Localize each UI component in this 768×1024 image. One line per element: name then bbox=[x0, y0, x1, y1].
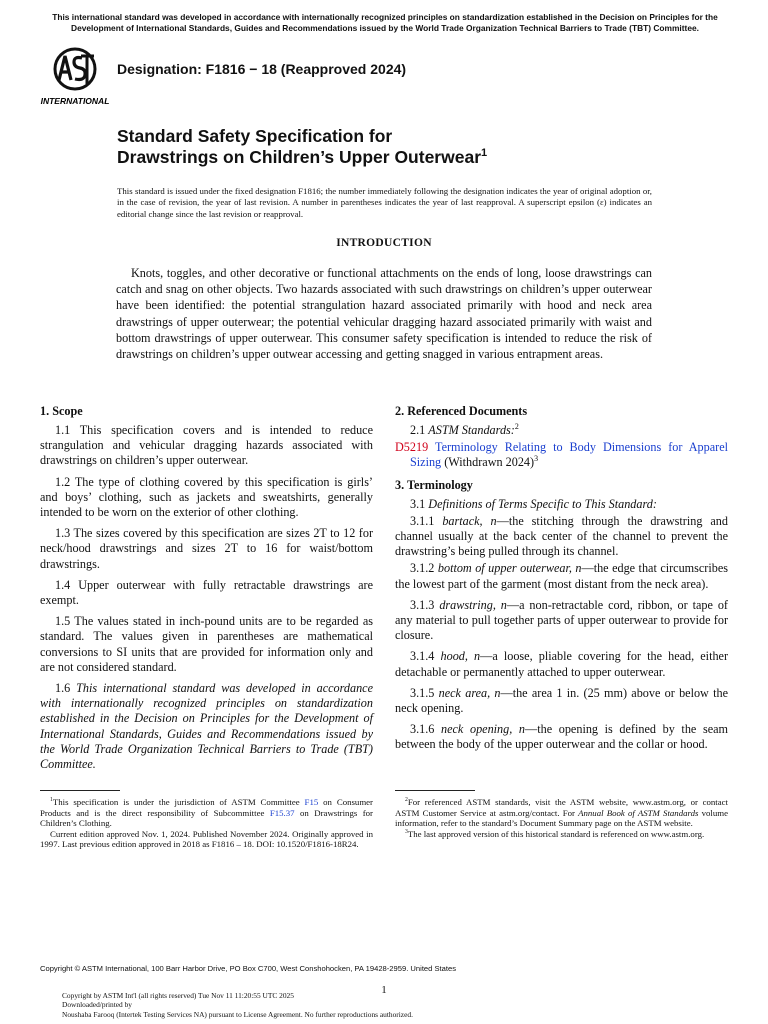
reference-status: (Withdrawn 2024) bbox=[444, 455, 535, 470]
title-footnote-mark: 1 bbox=[481, 147, 488, 160]
term-neck-area bbox=[395, 686, 728, 716]
subcommittee-f15-37-link[interactable]: F15.37 bbox=[269, 807, 295, 818]
logo-wordmark: INTERNATIONAL bbox=[40, 96, 110, 106]
international-standard-notice: This international standard was developed in accordance with internationally recognized principles on standardization established in the Decision on Principles for the Development of International Standards, Guides and Recommendations issued by the World Trade Organization Technical Barriers to Trade (TBT) Committee. bbox=[52, 12, 718, 33]
reference-code-link[interactable]: D5219 bbox=[395, 440, 429, 455]
astm-standards-label: ASTM Standards: bbox=[428, 423, 515, 437]
reference-title-link[interactable]: Terminology Relating to Body Dimensions for Apparel Sizing bbox=[410, 440, 728, 470]
footnote-3-mark: 3 bbox=[405, 828, 408, 835]
term-definition: —the opening is defined by the seam between the body of the upper outerwear and the collar or hood. bbox=[395, 722, 728, 752]
footnote-1 bbox=[40, 797, 373, 829]
scope-heading: 1. Scope bbox=[40, 404, 83, 418]
license-line-1: Copyright by ASTM Int'l (all rights reserved) Tue Nov 11 11:20:55 UTC 2025 bbox=[62, 991, 294, 1000]
introduction-body: Knots, toggles, and other decorative or functional attachments on the ends of long, loose drawstrings can catch and snag on other objects. Two hazards associated with such drawstrings on children’s upper outerwear have been identified: the potential strangulation hazard associated primarily with hood and neck area drawstrings of upper outerwear; the potential vehicular dragging hazard associated primarily with waist and bottom drawstrings of upper outerwear. This consumer safety specification is intended to reduce the risk of drawstrings on children’s upper outwear accessing and getting snagged in various entrapment areas. bbox=[116, 266, 652, 362]
footnote-3 bbox=[395, 829, 728, 840]
term-definition: —a loose, pliable covering for the head, either detachable or permanently attached to upper outerwear. bbox=[395, 649, 729, 679]
designation: Designation: F1816 − 18 (Reapproved 2024) bbox=[117, 61, 407, 77]
term-bartack bbox=[395, 514, 728, 560]
term-number: 3.1.5 bbox=[410, 685, 435, 700]
term-name: hood, n bbox=[440, 649, 481, 664]
footnote-2-text-a: For referenced ASTM standards, visit the ASTM website, www.astm.org, or contact ASTM Customer Service at astm.org/contact. For bbox=[395, 797, 728, 818]
footnote-1-text-a: This specification is under the jurisdiction of ASTM Committee bbox=[52, 797, 300, 807]
term-neck-opening bbox=[395, 722, 728, 752]
license-notice bbox=[62, 991, 413, 1019]
committee-f15-link[interactable]: F15 bbox=[304, 797, 319, 807]
license-line-3: Noushaba Farooq (Intertek Testing Services NA) pursuant to License Agreement. No further reproductions authorized. bbox=[62, 1009, 413, 1019]
term-name: bartack, n bbox=[442, 513, 497, 528]
referenced-documents-heading: 2. Referenced Documents bbox=[395, 404, 528, 418]
footnote-divider bbox=[395, 790, 475, 791]
term-number: 3.1.4 bbox=[410, 649, 435, 664]
term-drawstring bbox=[395, 598, 728, 644]
term-name: bottom of upper outerwear, n bbox=[437, 561, 582, 576]
footnote-2-text-b: volume information, refer to the standard’s Document Summary page on the ASTM website. bbox=[395, 807, 728, 829]
scope-para-1-6-number: 1.6 bbox=[55, 681, 71, 696]
term-definition: —the edge that circumscribes the lowest part of the garment (most distant from the neck area). bbox=[395, 561, 729, 591]
title-line-2 bbox=[117, 147, 487, 168]
term-number: 3.1.1 bbox=[410, 513, 435, 528]
footnote-1-edition: Current edition approved Nov. 1, 2024. Published November 2024. Originally approved in 1997. Last previous edition approved in 2018 as F1816 – 18. DOI: 10.1520/F1816-18R24. bbox=[40, 828, 373, 850]
terminology-subheading bbox=[395, 497, 728, 512]
term-name: neck opening, n bbox=[441, 722, 526, 737]
terminology-sub-number: 3.1 bbox=[410, 496, 426, 511]
astm-standards-subheading bbox=[395, 423, 728, 438]
issue-note: This standard is issued under the fixed designation F1816; the number immediately following the designation indicates the year of original adoption or, in the case of revision, the year of last revision. A number in parentheses indicates the year of last reapproval. A superscript epsilon (ε) indicates an editorial change since the last revision or reapproval. bbox=[117, 186, 652, 219]
terminology-heading: 3. Terminology bbox=[395, 477, 473, 492]
term-number: 3.1.6 bbox=[410, 722, 435, 737]
title-line-1: Standard Safety Specification for bbox=[117, 126, 393, 146]
footnotes-left bbox=[40, 786, 373, 850]
footnote-3-text: The last approved version of this historical standard is referenced on www.astm.org. bbox=[407, 828, 705, 839]
term-name: neck area, n bbox=[438, 685, 501, 700]
footnote-2 bbox=[395, 797, 728, 829]
astm-standards-number: 2.1 bbox=[410, 423, 426, 437]
term-name: drawstring, n bbox=[439, 597, 507, 612]
footnote-2-mark: 2 bbox=[405, 797, 408, 804]
footnotes-right bbox=[395, 786, 728, 839]
footnote-2-italic: Annual Book of ASTM Standards bbox=[578, 807, 699, 818]
term-number: 3.1.3 bbox=[410, 597, 435, 612]
scope-para-1-3: 1.3 The sizes covered by this specification are sizes 2T to 12 for neck/hood drawstrings and sizes 2T to 16 for waist/bottom drawstrings. bbox=[40, 526, 373, 571]
scope-para-1-5: 1.5 The values stated in inch-pound units are to be regarded as standard. The values given in parentheses are mathematical conversions to SI units that are provided for information only and are not considered standard. bbox=[40, 614, 373, 674]
scope-para-1-6 bbox=[40, 681, 373, 772]
copyright-line: Copyright © ASTM International, 100 Barr Harbor Drive, PO Box C700, West Conshohocken, PA 19428-2959. United States bbox=[40, 964, 457, 973]
introduction-heading: INTRODUCTION bbox=[336, 237, 432, 249]
footnote-divider bbox=[40, 790, 120, 791]
scope-para-1-1: 1.1 This specification covers and is intended to reduce strangulation and vehicular dragging hazards associated with drawstrings on children’s upper outerwear. bbox=[40, 423, 373, 468]
title-line-2-text: Drawstrings on Children’s Upper Outerwear bbox=[117, 147, 482, 167]
term-hood bbox=[395, 649, 728, 679]
license-line-2: Downloaded/printed by bbox=[62, 1000, 132, 1010]
document-title bbox=[117, 126, 487, 168]
scope-para-1-2: 1.2 The type of clothing covered by this specification is girls’ and boys’ clothing, such as jackets and sweatshirts, generally intended to be worn on the exterior of other clothing. bbox=[40, 474, 373, 520]
term-definition: —the stitching through the drawstring and channel usually at the back center of the channel to prevent the drawstring’s being pulled through its channel. bbox=[395, 513, 728, 559]
right-column bbox=[395, 403, 728, 759]
term-bottom-of-upper-outerwear bbox=[395, 561, 728, 591]
footnote-1-mark: 1 bbox=[50, 797, 53, 804]
astm-international-logo bbox=[40, 44, 110, 106]
reference-d5219 bbox=[395, 440, 728, 470]
scope-para-1-4: 1.4 Upper outerwear with fully retractable drawstrings are exempt. bbox=[40, 577, 373, 608]
footnote-1-text-b: on Consumer Products and is the direct responsibility of Subcommittee bbox=[40, 797, 373, 818]
astm-standards-mark: 2 bbox=[514, 421, 519, 431]
reference-mark: 3 bbox=[534, 454, 539, 464]
page-number: 1 bbox=[381, 984, 387, 996]
term-definition: —a non-retractable cord, ribbon, or tape of any material to pull together parts of upper outerwear to provide for closure. bbox=[395, 597, 728, 643]
footnote-1-text-c: on Drawstrings for Children’s Clothing. bbox=[40, 807, 373, 829]
term-definition: —the area 1 in. (25 mm) above or below the neck opening. bbox=[395, 685, 728, 716]
left-column bbox=[40, 403, 373, 778]
scope-para-1-6-text: This international standard was developed in accordance with internationally recognized principles on standardization established in the Decision on Principles for the Development of International Standards, Guides and Recommendations issued by the World Trade Organization Technical Barriers to Trade (TBT) Committee. bbox=[40, 681, 373, 772]
terminology-sub-label: Definitions of Terms Specific to This Standard: bbox=[428, 496, 657, 511]
term-number: 3.1.2 bbox=[410, 561, 435, 576]
